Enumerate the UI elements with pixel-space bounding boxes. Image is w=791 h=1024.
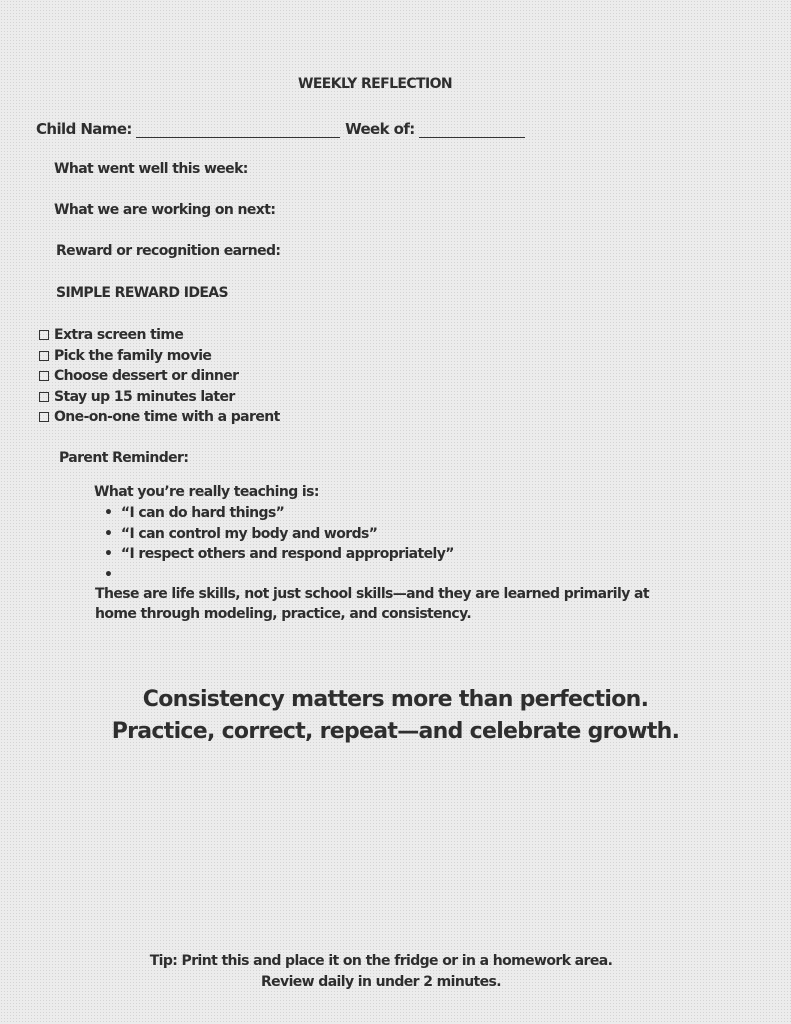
reward-item[interactable] [39,407,280,428]
prompt-working-on: What we are working on next: [54,202,276,218]
reward-item[interactable] [39,325,280,346]
paragraph-line: home through modeling, practice, and consistency. [95,606,472,622]
reminder-paragraph [95,584,649,624]
reminder-intro: What you’re really teaching is: [94,484,319,500]
tip-line: Tip: Print this and place it on the fridge or in a homework area. [149,953,613,969]
prompt-reward: Reward or recognition earned: [56,243,281,259]
week-of-label: Week of: [345,120,415,138]
reward-label: Extra screen time [54,327,184,343]
paragraph-line: These are life skills, not just school skills—and they are learned primarily at [95,586,649,602]
page-title: WEEKLY REFLECTION [298,76,453,92]
motto-line: Consistency matters more than perfection. [142,687,649,712]
checkbox[interactable] [39,371,49,381]
checkbox[interactable] [39,412,49,422]
checkbox[interactable] [39,392,49,402]
motto-line: Practice, correct, repeat—and celebrate growth. [111,719,680,744]
reward-label: Pick the family movie [54,347,212,364]
bullet-item: • “I respect others and respond appropriately” [104,546,454,562]
week-of-field[interactable] [419,123,525,138]
bullet-item: • “I can control my body and words” [104,525,378,542]
motto [0,684,791,748]
reward-label: Stay up 15 minutes later [54,388,235,405]
checkbox[interactable] [39,351,49,361]
rewards-list [39,325,280,428]
checkbox[interactable] [39,330,49,340]
reward-item[interactable] [39,366,280,387]
reward-item[interactable] [39,346,280,367]
child-name-label: Child Name: [36,120,132,138]
bullet-item: • “I can do hard things” [104,505,285,521]
reminder-heading: Parent Reminder: [59,450,189,466]
reward-label: Choose dessert or dinner [54,368,239,384]
child-name-row [36,120,525,138]
reminder-bullets [104,503,454,585]
reward-label: One-on-one time with a parent [54,409,280,425]
rewards-heading: SIMPLE REWARD IDEAS [56,285,229,301]
child-name-field[interactable] [136,123,340,138]
tip-line: Review daily in under 2 minutes. [260,974,501,990]
prompt-went-well: What went well this week: [54,161,248,177]
reward-item[interactable] [39,387,280,408]
bullet-item-empty: • [104,566,113,583]
tip [0,951,762,993]
